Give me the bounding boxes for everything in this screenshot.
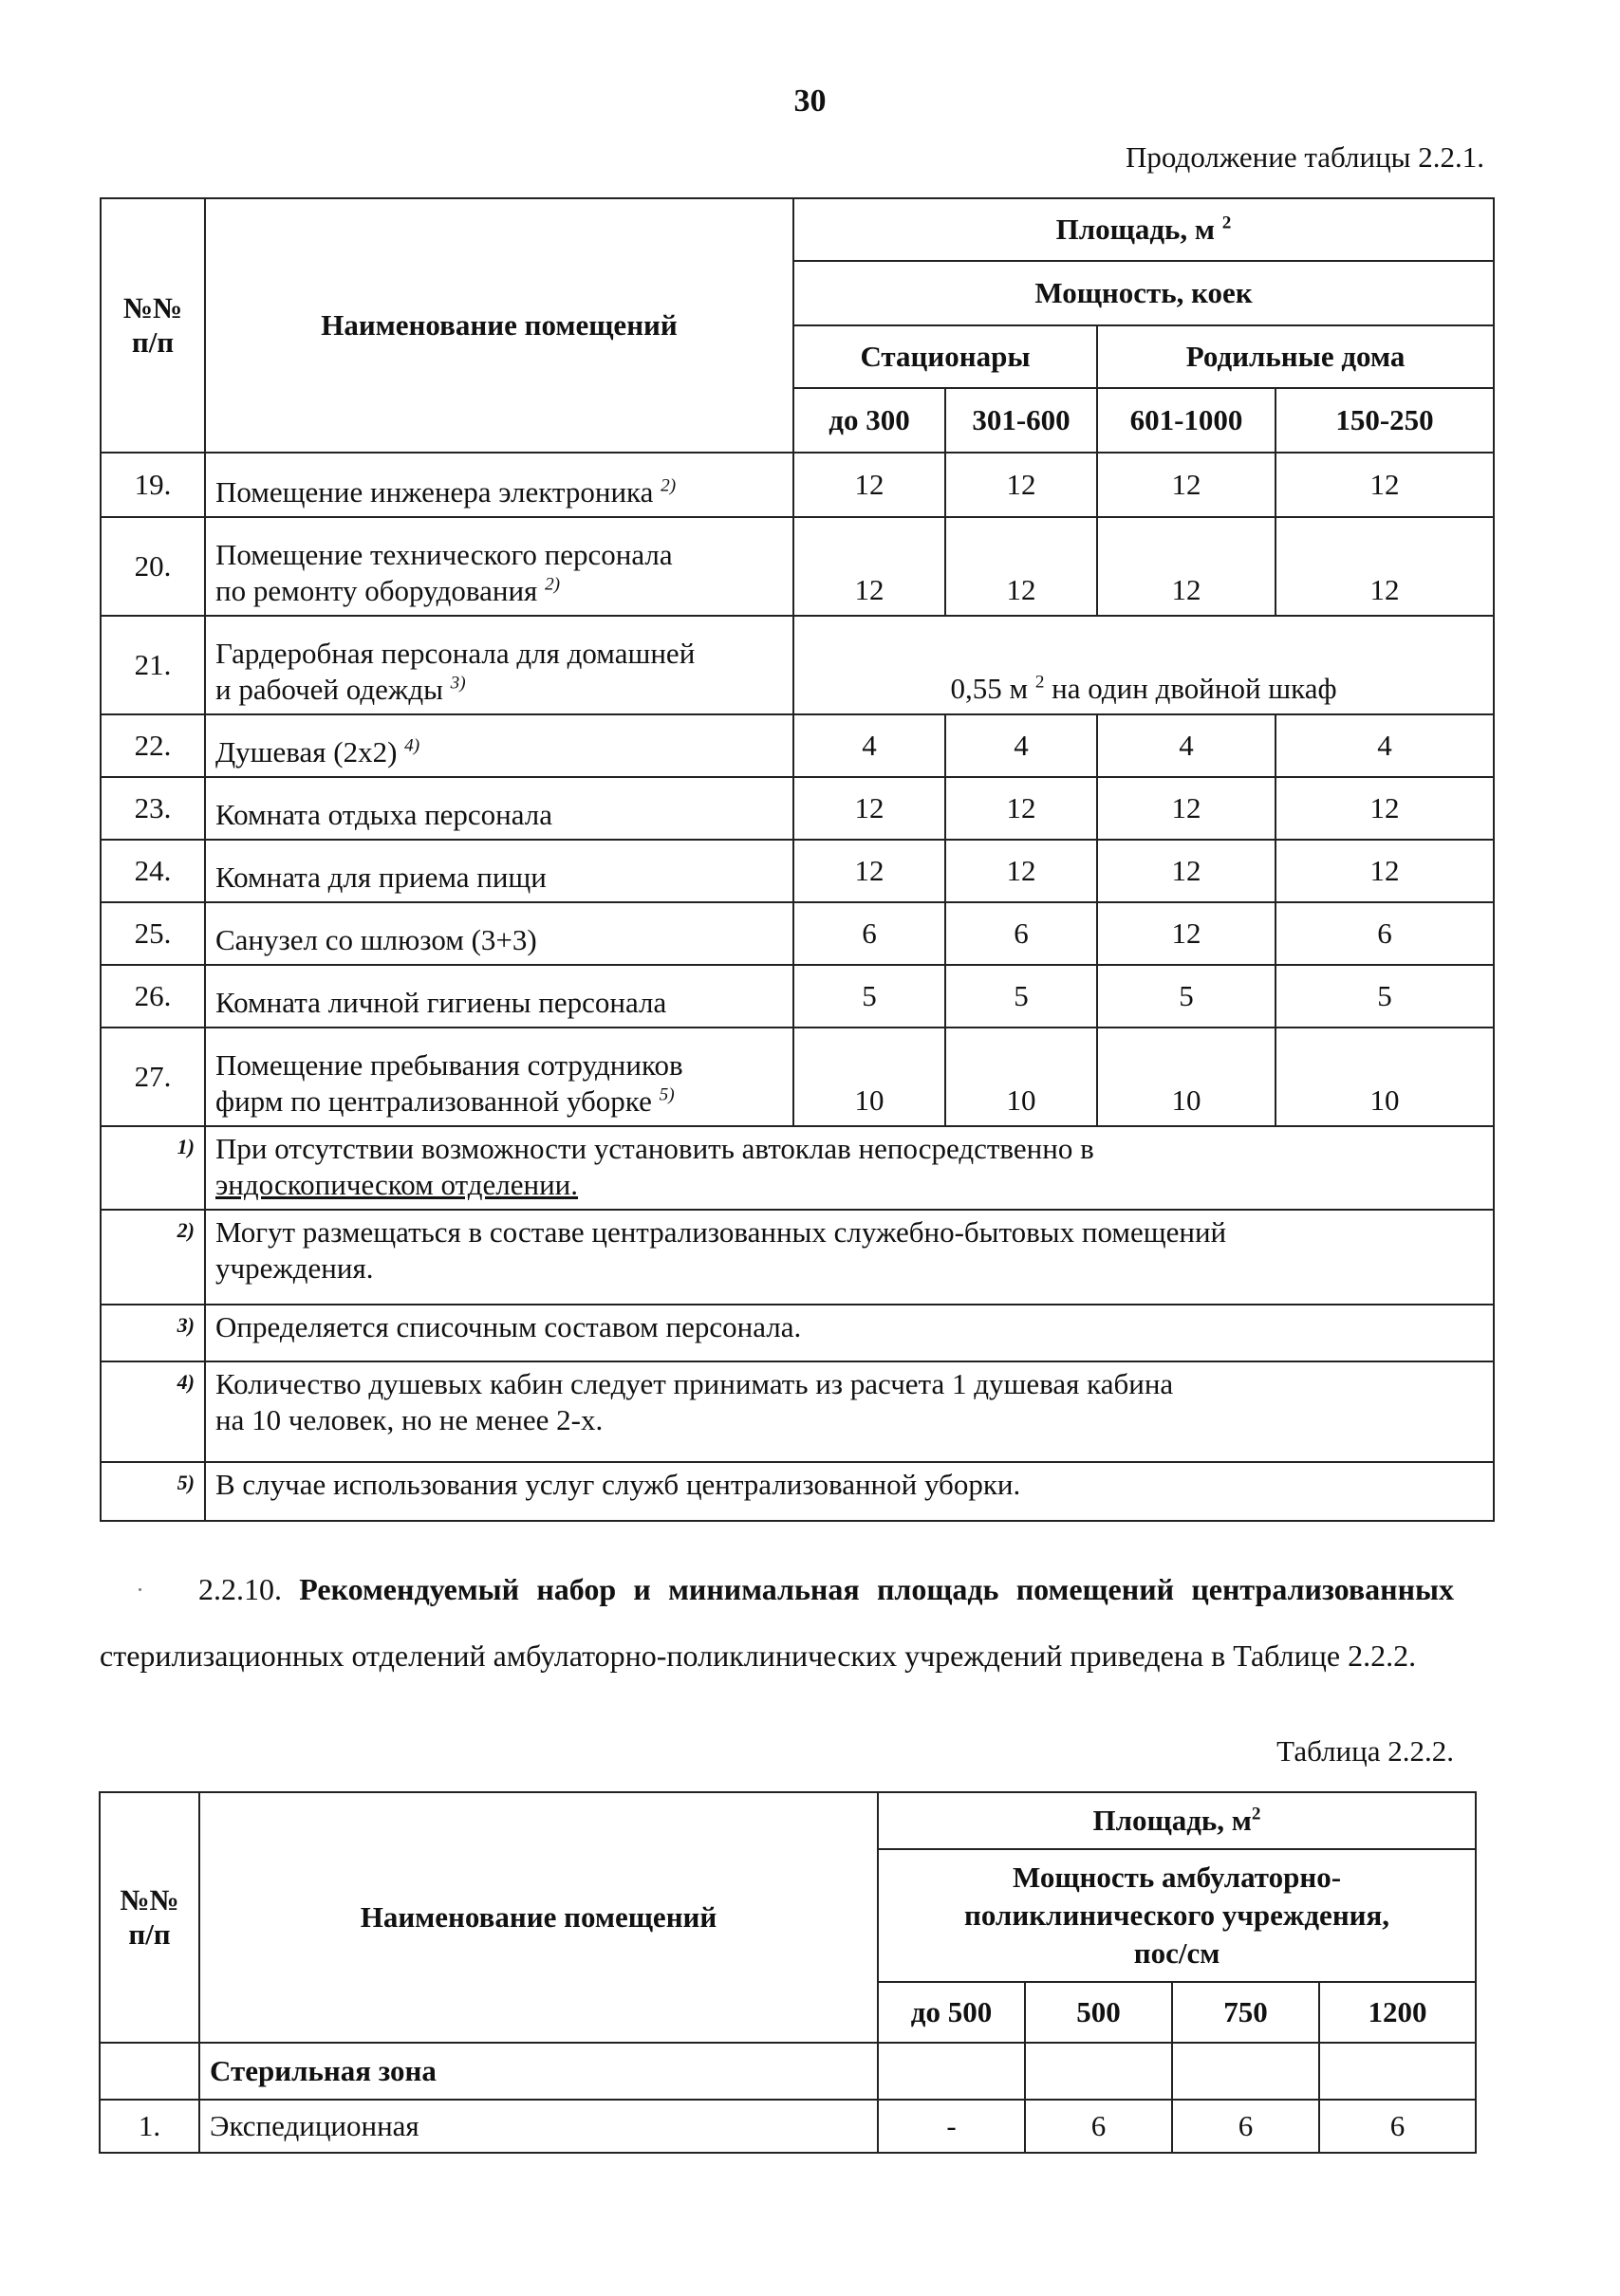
header-room-name: Наименование помещений xyxy=(205,198,793,453)
footnote-line: Могут размещаться в составе централизованных служебно-бытовых помещений xyxy=(215,1215,1227,1249)
row-number: 23. xyxy=(101,777,205,840)
merged-value xyxy=(793,616,1494,714)
area-value: 12 xyxy=(1276,517,1494,616)
section-number: 2.2.10. xyxy=(198,1572,282,1606)
room-name-line: Помещение технического персонала xyxy=(215,538,673,571)
room-name-line: Комната отдыха персонала xyxy=(215,798,553,831)
row-number: 21. xyxy=(101,616,205,714)
area-value: 12 xyxy=(1097,517,1276,616)
header-area-sup: 2 xyxy=(1221,213,1232,233)
area-value: 12 xyxy=(945,840,1097,902)
rooms-area-table-continued xyxy=(100,197,1495,1522)
footnote-row xyxy=(101,1462,1494,1521)
t2-header-capacity-col: до 500 xyxy=(878,1982,1025,2043)
area-value: 12 xyxy=(1276,840,1494,902)
area-value: 12 xyxy=(945,517,1097,616)
footnote-text xyxy=(205,1210,1494,1305)
header-capacity-col: 150-250 xyxy=(1276,388,1494,453)
area-value: 4 xyxy=(1097,714,1276,777)
footnote-row xyxy=(101,1210,1494,1305)
row-number: 22. xyxy=(101,714,205,777)
row-number: 1. xyxy=(100,2100,199,2153)
t2-zone-num-empty xyxy=(100,2043,199,2100)
section-rest-text: стерилизационных отделений амбулаторно-поликлинических учреждений приведена в Таблице 2.2.2. xyxy=(100,1639,1417,1673)
room-name-line xyxy=(215,734,783,770)
footnote-row xyxy=(101,1361,1494,1462)
header-capacity-col: до 300 xyxy=(793,388,945,453)
header-area-text: Площадь, м xyxy=(1055,213,1216,246)
area-value: 12 xyxy=(1097,453,1276,517)
t2-zone-empty xyxy=(878,2043,1025,2100)
room-name xyxy=(205,965,793,1028)
t2-header-area-sup: 2 xyxy=(1251,1804,1261,1824)
row-number: 27. xyxy=(101,1028,205,1126)
room-name-line xyxy=(215,573,783,609)
table-row xyxy=(101,902,1494,965)
area-value: 12 xyxy=(945,453,1097,517)
area-value: 6 xyxy=(1025,2100,1172,2153)
t2-header-capacity xyxy=(878,1849,1476,1982)
area-value: 12 xyxy=(793,777,945,840)
area-value: - xyxy=(878,2100,1025,2153)
room-name xyxy=(205,777,793,840)
area-value: 6 xyxy=(1172,2100,1319,2153)
footnote-mark: 1) xyxy=(101,1126,205,1210)
footnote-line: учреждения. xyxy=(215,1251,374,1285)
section-2-2-10-paragraph xyxy=(100,1556,1454,1689)
footnote-text xyxy=(205,1361,1494,1462)
area-value: 12 xyxy=(1276,777,1494,840)
merged-value-text: 0,55 м xyxy=(950,672,1029,705)
area-value: 10 xyxy=(1097,1028,1276,1126)
header-capacity-col: 301-600 xyxy=(945,388,1097,453)
area-value: 12 xyxy=(1276,453,1494,517)
table-row xyxy=(101,616,1494,714)
sterilization-rooms-table xyxy=(99,1791,1477,2154)
footnote-line: Определяется списочным составом персонала. xyxy=(215,1310,802,1343)
footnote-ref: 4) xyxy=(404,735,420,756)
footnote-row xyxy=(101,1305,1494,1361)
t2-capacity-line: Мощность амбулаторно- xyxy=(1013,1861,1342,1894)
area-value: 12 xyxy=(945,777,1097,840)
table-row xyxy=(100,2100,1476,2153)
room-name xyxy=(205,517,793,616)
footnote-line: При отсутствии возможности установить автоклав непосредственно в xyxy=(215,1132,1094,1165)
footnote-row xyxy=(101,1126,1494,1210)
section-bold-text: Рекомендуемый набор и минимальная площадь помещений централизованных xyxy=(299,1572,1455,1606)
t2-header-room-name: Наименование помещений xyxy=(199,1792,878,2043)
area-value: 5 xyxy=(1276,965,1494,1028)
room-name xyxy=(205,1028,793,1126)
table-row xyxy=(101,714,1494,777)
footnote-ref: 2) xyxy=(545,574,561,595)
room-name xyxy=(205,902,793,965)
t2-header-capacity-col: 750 xyxy=(1172,1982,1319,2043)
area-value: 6 xyxy=(1276,902,1494,965)
footnote-mark: 5) xyxy=(101,1462,205,1521)
room-name-text: фирм по централизованной уборке xyxy=(215,1084,652,1118)
footnote-line: эндоскопическом отделении. xyxy=(215,1168,579,1201)
t2-zone-empty xyxy=(1172,2043,1319,2100)
room-name: Экспедиционная xyxy=(199,2100,878,2153)
room-name-text: по ремонту оборудования xyxy=(215,574,538,607)
area-value: 10 xyxy=(1276,1028,1494,1126)
area-value: 4 xyxy=(793,714,945,777)
footnote-mark: 4) xyxy=(101,1361,205,1462)
row-number: 20. xyxy=(101,517,205,616)
area-value: 6 xyxy=(945,902,1097,965)
footnote-line: В случае использования услуг служб централизованной уборки. xyxy=(215,1468,1021,1501)
room-name-line: Комната для приема пищи xyxy=(215,861,547,894)
scan-speck xyxy=(139,1588,141,1591)
table-row xyxy=(101,840,1494,902)
header-capacity-col: 601-1000 xyxy=(1097,388,1276,453)
table-row xyxy=(101,1028,1494,1126)
area-value: 4 xyxy=(1276,714,1494,777)
header-area xyxy=(793,198,1494,261)
t2-header-capacity-col: 1200 xyxy=(1319,1982,1476,2043)
row-number: 25. xyxy=(101,902,205,965)
table-row xyxy=(101,777,1494,840)
table-row xyxy=(101,453,1494,517)
footnote-text xyxy=(205,1462,1494,1521)
footnote-line: Количество душевых кабин следует принимать из расчета 1 душевая кабина xyxy=(215,1367,1174,1400)
t2-header-capacity-col: 500 xyxy=(1025,1982,1172,2043)
room-name xyxy=(205,453,793,517)
room-name-text: Помещение инженера электроника xyxy=(215,475,654,509)
t2-zone-label: Стерильная зона xyxy=(199,2043,878,2100)
table-row xyxy=(101,965,1494,1028)
header-num: №№ п/п xyxy=(101,198,205,453)
room-name xyxy=(205,714,793,777)
area-value: 5 xyxy=(1097,965,1276,1028)
merged-value-sup: 2 xyxy=(1034,672,1045,693)
header-capacity: Мощность, коек xyxy=(793,261,1494,325)
footnote-ref: 5) xyxy=(659,1084,675,1105)
t2-capacity-line: пос/см xyxy=(1133,1936,1220,1970)
t2-header-num: №№ п/п xyxy=(100,1792,199,2043)
footnote-line: на 10 человек, но не менее 2-х. xyxy=(215,1403,604,1436)
header-maternity: Родильные дома xyxy=(1097,325,1494,388)
room-name xyxy=(205,616,793,714)
footnote-text xyxy=(205,1126,1494,1210)
area-value: 12 xyxy=(1097,777,1276,840)
footnote-text xyxy=(205,1305,1494,1361)
room-name-line xyxy=(215,672,783,708)
area-value: 5 xyxy=(945,965,1097,1028)
room-name-line: Санузел со шлюзом (3+3) xyxy=(215,923,537,956)
room-name-line xyxy=(215,474,783,510)
area-value: 10 xyxy=(945,1028,1097,1126)
room-name xyxy=(205,840,793,902)
room-name-text: и рабочей одежды xyxy=(215,673,443,706)
room-name-text: Душевая (2х2) xyxy=(215,735,398,768)
t2-header-area xyxy=(878,1792,1476,1849)
row-number: 19. xyxy=(101,453,205,517)
area-value: 12 xyxy=(793,840,945,902)
footnote-ref: 3) xyxy=(450,673,466,694)
footnote-mark: 2) xyxy=(101,1210,205,1305)
t2-zone-empty xyxy=(1025,2043,1172,2100)
area-value: 4 xyxy=(945,714,1097,777)
t2-zone-empty xyxy=(1319,2043,1476,2100)
area-value: 12 xyxy=(1097,902,1276,965)
footnote-mark: 3) xyxy=(101,1305,205,1361)
row-number: 26. xyxy=(101,965,205,1028)
area-value: 6 xyxy=(793,902,945,965)
table-2-2-2-label: Таблица 2.2.2. xyxy=(1276,1734,1454,1768)
area-value: 12 xyxy=(1097,840,1276,902)
row-number: 24. xyxy=(101,840,205,902)
area-value: 12 xyxy=(793,517,945,616)
room-name-line: Комната личной гигиены персонала xyxy=(215,986,667,1019)
table-continuation-label: Продолжение таблицы 2.2.1. xyxy=(1126,140,1484,174)
t2-header-area-text: Площадь, м xyxy=(1092,1804,1252,1837)
room-name-line xyxy=(215,1083,783,1120)
header-hospitals: Стационары xyxy=(793,325,1097,388)
merged-value-tail: на один двойной шкаф xyxy=(1052,672,1337,705)
page-number: 30 xyxy=(793,83,827,119)
footnote-ref: 2) xyxy=(661,475,677,496)
room-name-line: Помещение пребывания сотрудников xyxy=(215,1048,683,1082)
area-value: 5 xyxy=(793,965,945,1028)
area-value: 12 xyxy=(793,453,945,517)
room-name-line: Гардеробная персонала для домашней xyxy=(215,637,696,670)
area-value: 6 xyxy=(1319,2100,1476,2153)
table-row xyxy=(101,517,1494,616)
t2-capacity-line: поликлинического учреждения, xyxy=(963,1898,1390,1932)
area-value: 10 xyxy=(793,1028,945,1126)
